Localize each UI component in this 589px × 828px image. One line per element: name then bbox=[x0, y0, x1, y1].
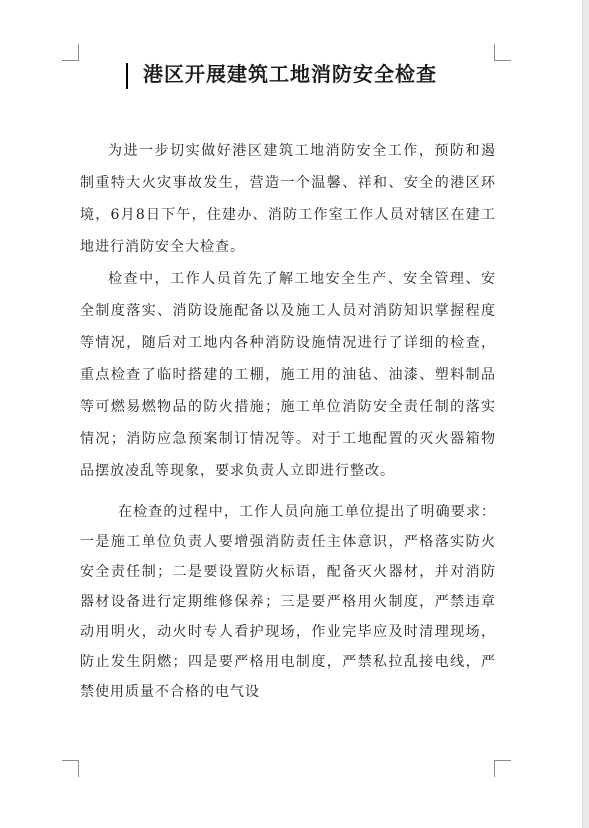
vertical-scrollbar[interactable] bbox=[582, 0, 589, 828]
paragraph-1[interactable]: 为进一步切实做好港区建筑工地消防安全工作，预防和遏制重特大火灾事故发生，营造一个温馨、祥和、安全的港区环境，6月8日下午，住建办、消防工作室工作人员对辖区在建工地进行消防安全大检查。 bbox=[80, 143, 496, 255]
text-cursor bbox=[126, 63, 128, 89]
paragraph-3[interactable]: 在检查的过程中，工作人员向施工单位提出了明确要求：一是施工单位负责人要增强消防责任主体意识，严格落实防火安全责任制；二是要设置防火标语，配备灭火器材，并对消防器材设备进行定期维修保养；三是要严格用火制度，严禁违章动用明火，动火时专人看护现场，作业完毕应及时清理现场，防止发生阴燃；四是要严格用电制度，严禁私拉乱接电线，严禁使用质量不合格的电气设 bbox=[80, 504, 496, 700]
document-body[interactable] bbox=[80, 135, 496, 707]
crop-mark-bottom-right bbox=[494, 760, 511, 777]
paragraph-2[interactable]: 检查中，工作人员首先了解工地安全生产、安全管理、安全制度落实、消防设施配备以及施工人员对消防知识掌握程度等情况，随后对工地内各种消防设施情况进行了详细的检查，重点检查了临时搭建的工棚，施工用的油毡、油漆、塑料制品等可燃易燃物品的防火措施；施工单位消防安全责任制的落实情况；消防应急预案制订情况等。对于工地配置的灭火器箱物品摆放凌乱等现象，要求负责人立即进行整改。 bbox=[80, 271, 496, 479]
document-title[interactable]: 港区开展建筑工地消防安全检查 bbox=[143, 62, 437, 86]
crop-mark-top-left bbox=[62, 44, 79, 61]
crop-mark-bottom-left bbox=[62, 760, 79, 777]
